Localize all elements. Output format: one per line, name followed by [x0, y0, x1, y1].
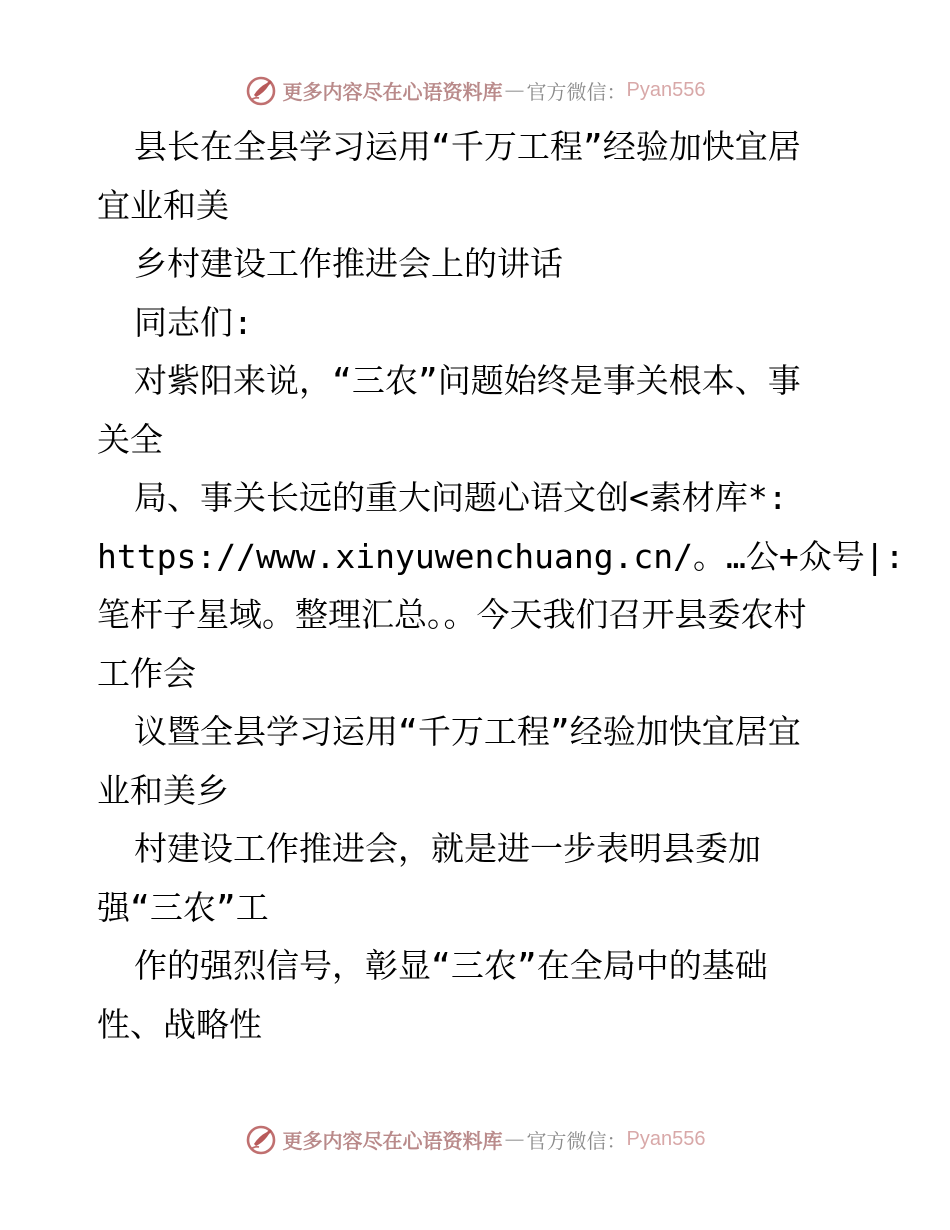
- banner-slogan: 更多内容尽在心语资料库: [282, 1128, 503, 1153]
- banner-dash: —: [504, 78, 525, 102]
- document-line: 议暨全县学习运用“千万工程”经验加快宜居宜: [134, 712, 801, 751]
- pen-logo-icon: [245, 1122, 279, 1156]
- document-line: 局、事关长远的重大问题心语文创<素材库*:: [134, 478, 788, 517]
- document-line: 性、战略性: [97, 1004, 262, 1044]
- document-line: 作的强烈信号，彰显“三农”在全局中的基础: [134, 946, 768, 985]
- pen-logo-icon: [245, 73, 279, 107]
- document-line: 业和美乡: [97, 770, 229, 810]
- banner-slogan: 更多内容尽在心语资料库: [282, 79, 503, 104]
- document-line: 县长在全县学习运用“千万工程”经验加快宜居: [134, 127, 801, 166]
- header-watermark-banner: [0, 72, 950, 108]
- document-line: https://www.xinyuwenchuang.cn/。…公+众号|:: [97, 536, 905, 576]
- document-body: [97, 118, 905, 1054]
- document-line: 村建设工作推进会，就是进一步表明县委加: [134, 829, 761, 868]
- banner-wechat-label: 官方微信：: [526, 1128, 627, 1153]
- document-line: 对紫阳来说，“三农”问题始终是事关根本、事: [134, 361, 801, 400]
- footer-watermark-banner: [0, 1121, 950, 1157]
- document-line: 同志们:: [134, 302, 253, 342]
- banner-dash: —: [504, 1127, 525, 1151]
- document-line: 乡村建设工作推进会上的讲话: [134, 244, 563, 283]
- document-line: 笔杆子星域。整理汇总。。今天我们召开县委农村: [97, 595, 807, 634]
- document-line: 工作会: [97, 653, 196, 693]
- banner-wechat-label: 官方微信：: [526, 79, 627, 104]
- document-line: 宜业和美: [97, 185, 229, 225]
- banner-wechat-id: Pyan556: [626, 1127, 706, 1150]
- document-line: 关全: [97, 419, 163, 459]
- banner-wechat-id: Pyan556: [626, 78, 706, 101]
- document-line: 强“三农”工: [97, 887, 269, 927]
